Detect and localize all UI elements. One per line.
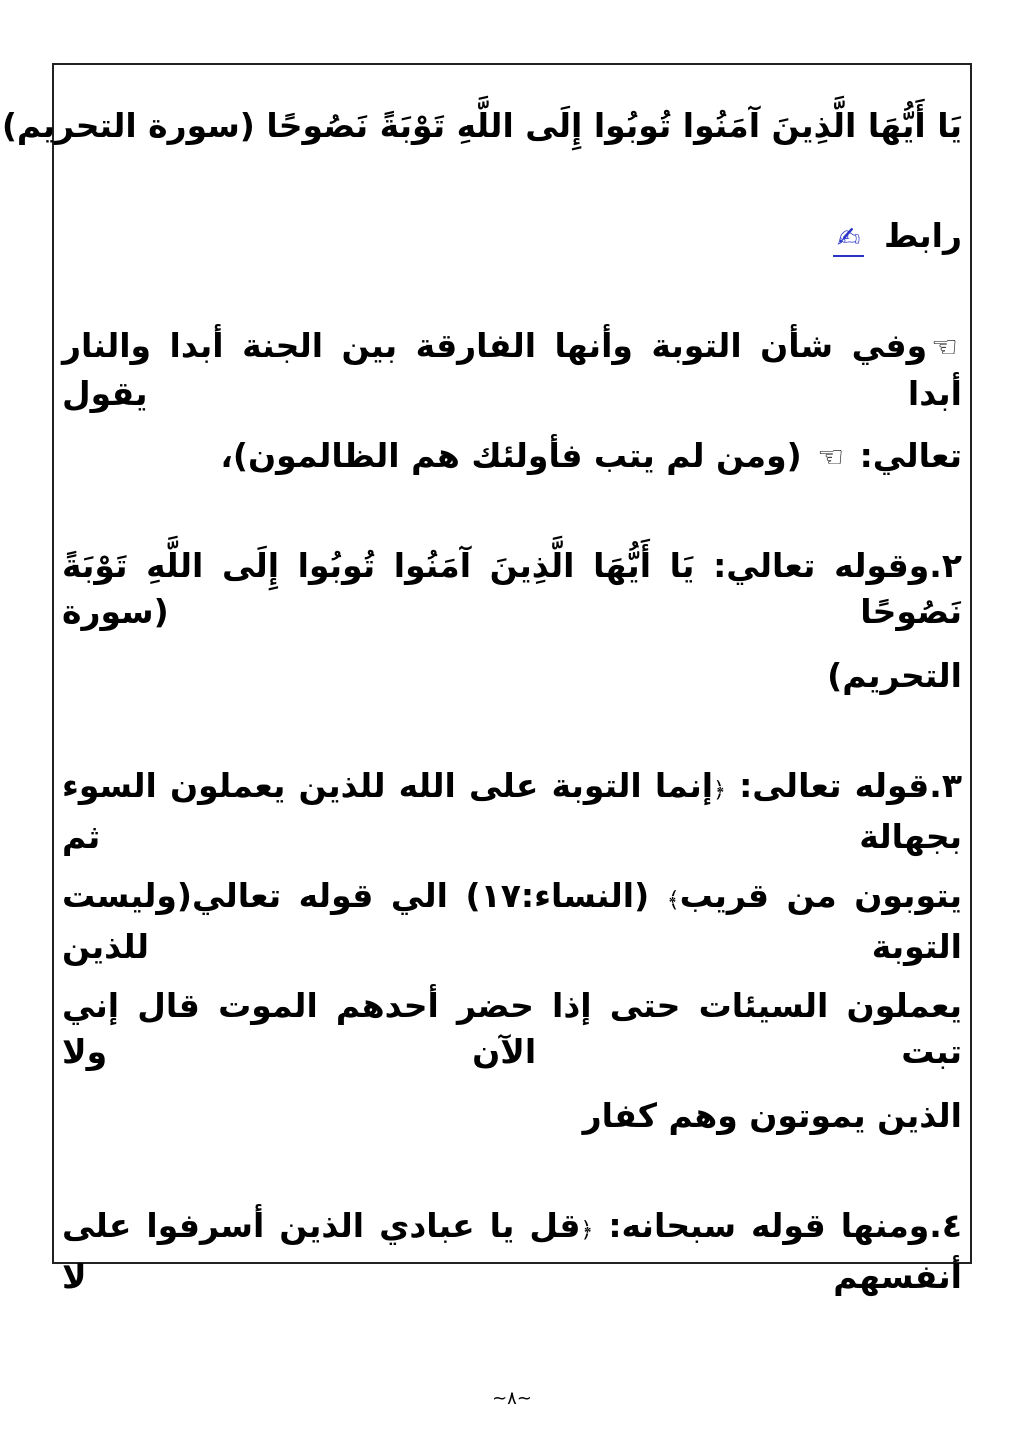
text-line-4 <box>62 433 962 481</box>
text-line-4-quote: (ومن لم يتب فأولئك هم الظالمون)، <box>220 436 802 475</box>
text-line-6: التحريم) <box>827 656 962 695</box>
verse-line-1: يَا أَيُّهَا الَّذِينَ آمَنُوا تُوبُوا إِلَى اللَّهِ تَوْبَةً نَصُوحًا (سورة التحريم) <box>1 106 962 145</box>
link-row <box>62 213 962 259</box>
pointing-hand-icon: ☜ <box>931 330 958 365</box>
ornate-brace-open: ﴿ <box>713 778 726 803</box>
writing-hand-icon[interactable]: ✍ <box>833 221 864 257</box>
text-line-3-content: وفي شأن التوبة وأنها الفارقة بين الجنة أبدا والنار أبدا يقول <box>62 326 962 413</box>
text-line-10: الذين يموتون وهم كفار <box>582 1096 962 1135</box>
text-line-11 <box>62 1203 962 1296</box>
ornate-brace-close: ﴾ <box>666 888 680 913</box>
text-line-8-content: (النساء:١٧) الي قوله تعالي(وليست التوبة للذين <box>62 876 962 966</box>
text-line-4-prefix: تعالي: <box>859 436 962 475</box>
text-line-7-content: إنما التوبة على الله للذين يعملون السوء بجهالة ثم <box>62 766 962 856</box>
link-label: رابط <box>883 216 962 255</box>
text-line-5: ٢.وقوله تعالي: يَا أَيُّهَا الَّذِينَ آمَنُوا تُوبُوا إِلَى اللَّهِ تَوْبَةً نَصُوحًا (سورة <box>62 546 962 631</box>
text-line-8-first: يتوبون من قريب <box>679 876 962 915</box>
text-line-11-content: قل يا عبادي الذين أسرفوا على أنفسهم لا <box>62 1206 962 1296</box>
text-line-11-prefix: ٤.ومنها قوله سبحانه: <box>608 1206 962 1245</box>
text-line-7 <box>62 763 962 856</box>
text-line-3 <box>62 323 962 413</box>
pointing-hand-icon: ☜ <box>817 440 845 475</box>
text-line-8 <box>62 873 962 966</box>
page-number: ~٨~ <box>492 1388 532 1409</box>
text-line-9: يعملون السيئات حتى إذا حضر أحدهم الموت قال إني تبت الآن ولا <box>62 986 962 1071</box>
text-line-7-prefix: ٣.قوله تعالى: <box>739 766 962 805</box>
ornate-brace-open: ﴿ <box>580 1218 594 1243</box>
